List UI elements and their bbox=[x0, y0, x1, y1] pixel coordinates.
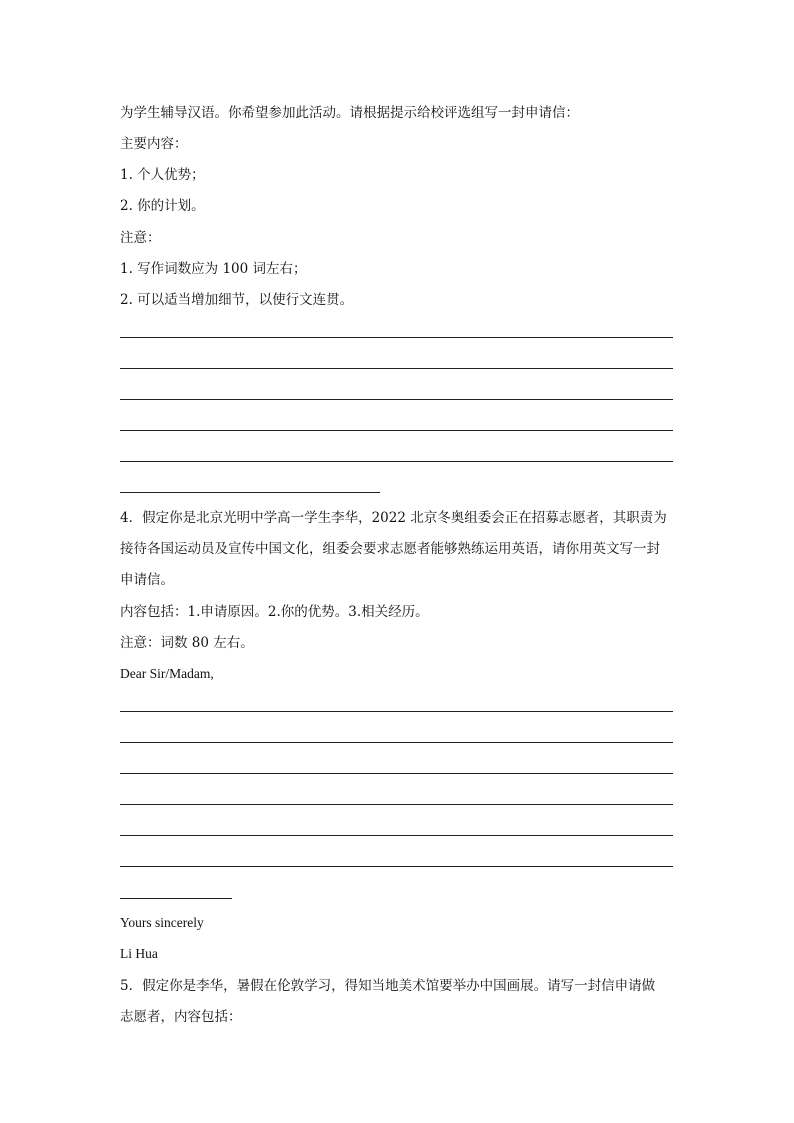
main-content-label: 主要内容： bbox=[120, 136, 188, 152]
writing-line[interactable] bbox=[120, 368, 673, 369]
writing-line[interactable] bbox=[120, 835, 673, 836]
writing-line[interactable] bbox=[120, 430, 673, 431]
writing-line[interactable] bbox=[120, 773, 673, 774]
letter-signature: Li Hua bbox=[120, 946, 158, 961]
question-prompt-line: 申请信。 bbox=[120, 572, 174, 588]
question-prompt-line: 5．假定你是李华，暑假在伦敦学习，得知当地美术馆要举办中国画展。请写一封信申请做 bbox=[120, 978, 656, 994]
letter-salutation: Dear Sir/Madam, bbox=[120, 666, 214, 681]
writing-line[interactable] bbox=[120, 461, 673, 462]
word-count-note: 注意：词数 80 左右。 bbox=[120, 635, 254, 651]
writing-line[interactable] bbox=[120, 711, 673, 712]
point-item: 2. 你的计划。 bbox=[120, 198, 205, 214]
writing-line[interactable] bbox=[120, 399, 673, 400]
writing-line[interactable] bbox=[120, 337, 673, 338]
question-prompt-line: 接待各国运动员及宣传中国文化，组委会要求志愿者能够熟练运用英语，请你用英文写一封 bbox=[120, 541, 660, 557]
point-item: 1. 个人优势； bbox=[120, 167, 205, 183]
note-item: 2. 可以适当增加细节，以使行文连贯。 bbox=[120, 292, 354, 308]
intro-text: 为学生辅导汉语。你希望参加此活动。请根据提示给校评选组写一封申请信： bbox=[120, 105, 579, 121]
writing-line[interactable] bbox=[120, 866, 673, 867]
writing-line-short[interactable] bbox=[120, 898, 232, 899]
question-prompt-line: 志愿者，内容包括： bbox=[120, 1009, 242, 1025]
notes-label: 注意： bbox=[120, 230, 161, 246]
writing-line[interactable] bbox=[120, 804, 673, 805]
letter-closing: Yours sincerely bbox=[120, 915, 204, 930]
writing-line-short[interactable] bbox=[120, 492, 380, 493]
content-requirements: 内容包括：1.申请原因。2.你的优势。3.相关经历。 bbox=[120, 604, 429, 620]
note-item: 1. 写作词数应为 100 词左右； bbox=[120, 261, 307, 277]
question-prompt-line: 4．假定你是北京光明中学高一学生李华，2022 北京冬奥组委会正在招募志愿者，其职责为 bbox=[120, 510, 667, 526]
writing-line[interactable] bbox=[120, 742, 673, 743]
